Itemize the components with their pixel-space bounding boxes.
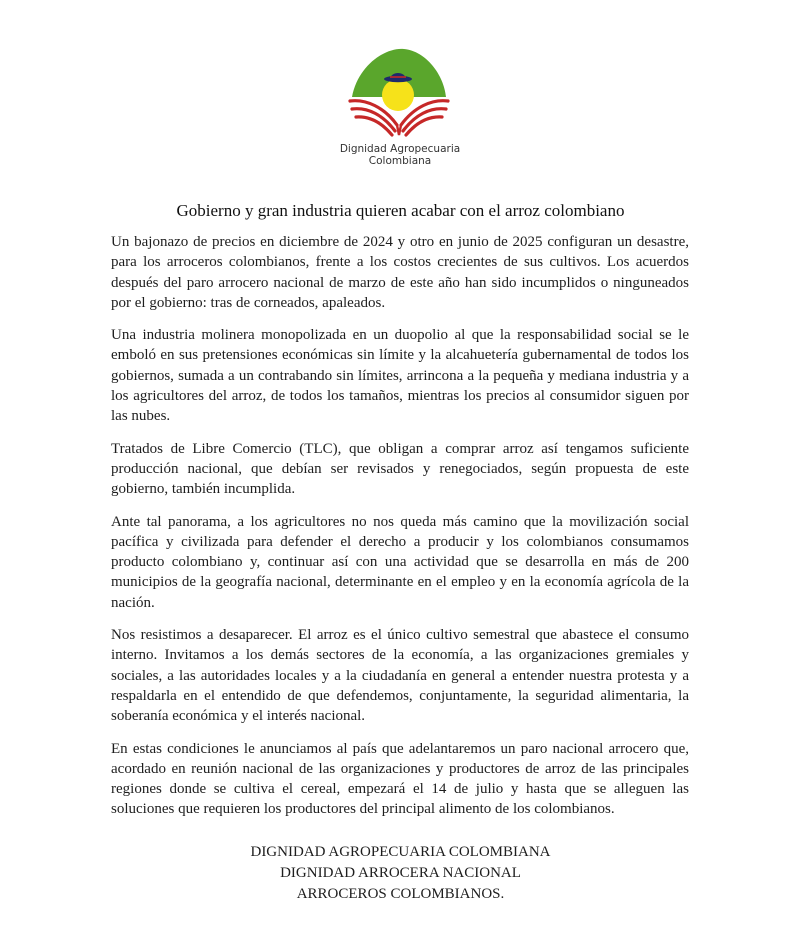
document-body (111, 232, 689, 832)
logo-caption (330, 143, 470, 167)
signature-line-2: DIGNIDAD ARROCERA NACIONAL (280, 865, 521, 881)
paragraph: Nos resistimos a desaparecer. El arroz es el único cultivo semestral que abastece el consumo interno. Invitamos a los demás sectores de la economía, a las organizaciones gremiales y sociales, a las autoridades locales y a la ciudadanía en general a entender nuestra protesta y a respaldarla en el entendido de que defendemos, conjuntamente, la seguridad alimentaria, la soberanía económica y el interés nacional. (111, 627, 689, 725)
logo-caption-line-2: Colombiana (368, 155, 432, 167)
organization-logo (330, 45, 470, 170)
paragraph: Un bajonazo de precios en diciembre de 2024 y otro en junio de 2025 configuran un desastre, para los arroceros colombianos, frente a los costos crecientes de sus cultivos. Los acuerdos después del paro arrocero nacional de marzo de este año han sido incumplidos o ninguneados por el gobierno: tras de corneados, apaleados. (111, 234, 689, 311)
dignidad-agropecuaria-logo-icon (346, 45, 454, 137)
signature-line-1: DIGNIDAD AGROPECUARIA COLOMBIANA (250, 844, 551, 860)
logo-caption-line-1: Dignidad Agropecuaria (339, 143, 461, 155)
paragraph: En estas condiciones le anunciamos al país que adelantaremos un paro nacional arrocero que, acordado en reunión nacional de las organizaciones y productores de arroz de las principales regiones donde se cultiva el cereal, empezará el 14 de julio y hasta que se alleguen las soluciones que requieren los productores del principal alimento de los colombianos. (111, 740, 689, 818)
paragraph: Tratados de Libre Comercio (TLC), que obligan a comprar arroz así tengamos suficiente producción nacional, que debían ser revisados y renegociados, según propuesta de este gobierno, también incumplida. (111, 440, 689, 498)
signature-block (0, 842, 801, 905)
paragraph: Ante tal panorama, a los agricultores no nos queda más camino que la movilización social pacífica y civilizada para defender el derecho a producir y los colombianos consumamos producto colombiano y, continuar así con una actividad que se desarrolla en más de 200 municipios de la geografía nacional, determinante en el empleo y en la economía agrícola de la nación. (111, 513, 689, 611)
signature-line-3: ARROCEROS COLOMBIANOS. (296, 886, 505, 902)
paragraph: Una industria molinera monopolizada en un duopolio al que la responsabilidad social se le emboló en sus pretensiones económicas sin límite y la alcahuetería gubernamental de todos los gobiernos, sumada a un contrabando sin límites, arrincona a la pequeña y mediana industria y a los agricultores del arroz, de todos los tamaños, mientras los precios al consumidor siguen por las nubes. (111, 327, 689, 425)
document-title: Gobierno y gran industria quieren acabar con el arroz colombiano (176, 201, 625, 220)
